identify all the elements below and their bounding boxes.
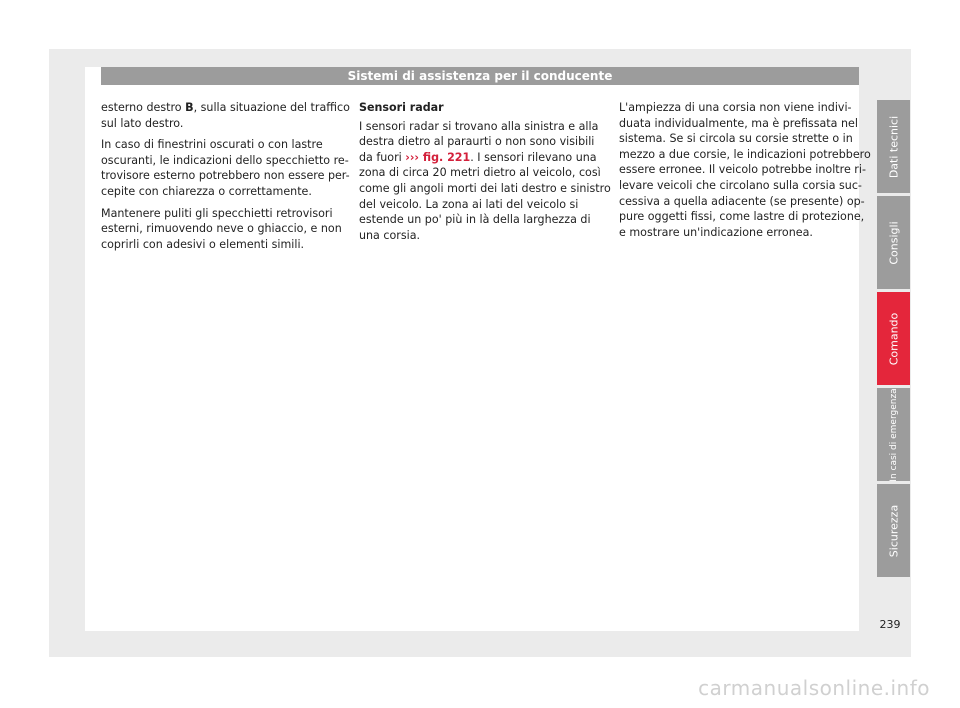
figure-reference-link[interactable]: ››› fig. 221 (405, 150, 471, 164)
text-column-1 (101, 100, 353, 258)
paragraph: esterno destro B, sulla situazione del traffico sul lato destro. (101, 101, 350, 130)
watermark: carmanualsonline.info (698, 676, 930, 700)
page-number: 239 (879, 618, 901, 631)
paragraph: In caso di finestrini oscurati o con lastre oscuranti, le indicazioni dello specchietto re-trovisore esterno potrebbero non essere per-cepite con chiarezza o correttamente. (101, 138, 350, 198)
section-heading: Sensori radar (359, 101, 444, 114)
page-header-title: Sistemi di assistenza per il conducente (101, 67, 859, 85)
chapter-tabs (877, 100, 910, 580)
tab-in-casi-di-emergenza[interactable]: In casi di emergenza (877, 388, 910, 481)
paragraph: L'ampiezza di una corsia non viene indivi-duata individualmente, ma è prefissata nel sistema. Se si circola su corsie strette o in mezzo a due corsie, le indicazioni potrebbero essere erronee. Il veicolo potrebbe inoltre ri-levare veicoli che circolano sulla corsia suc-cessiva a quella adiacente (se presente) op-pure oggetti fissi, come lastre di protezione, e mostrare un'indicazione erronea. (619, 101, 871, 239)
text-column-2 (359, 100, 611, 249)
paragraph: Mantenere puliti gli specchietti retrovisori esterni, rimuovendo neve o ghiaccio, e non coprirli con adesivi o elementi simili. (101, 206, 342, 251)
paragraph: I sensori radar si trovano alla sinistra e alla destra dietro al paraurti o non sono visibili da fuori ››› fig. 221. I sensori rilevano una zona di circa 20 metri dietro al veicolo, così come gli angoli morti dei lati destro e sinistro del veicolo. La zona ai lati del veicolo si estende un po' più in là della larghezza di una corsia. (359, 119, 611, 242)
tab-sicurezza[interactable]: Sicurezza (877, 484, 910, 577)
label-b: B (185, 101, 194, 114)
tab-comando[interactable]: Comando (877, 292, 910, 385)
text-column-3 (619, 100, 871, 246)
tab-consigli[interactable]: Consigli (877, 196, 910, 289)
tab-dati-tecnici[interactable]: Dati tecnici (877, 100, 910, 193)
